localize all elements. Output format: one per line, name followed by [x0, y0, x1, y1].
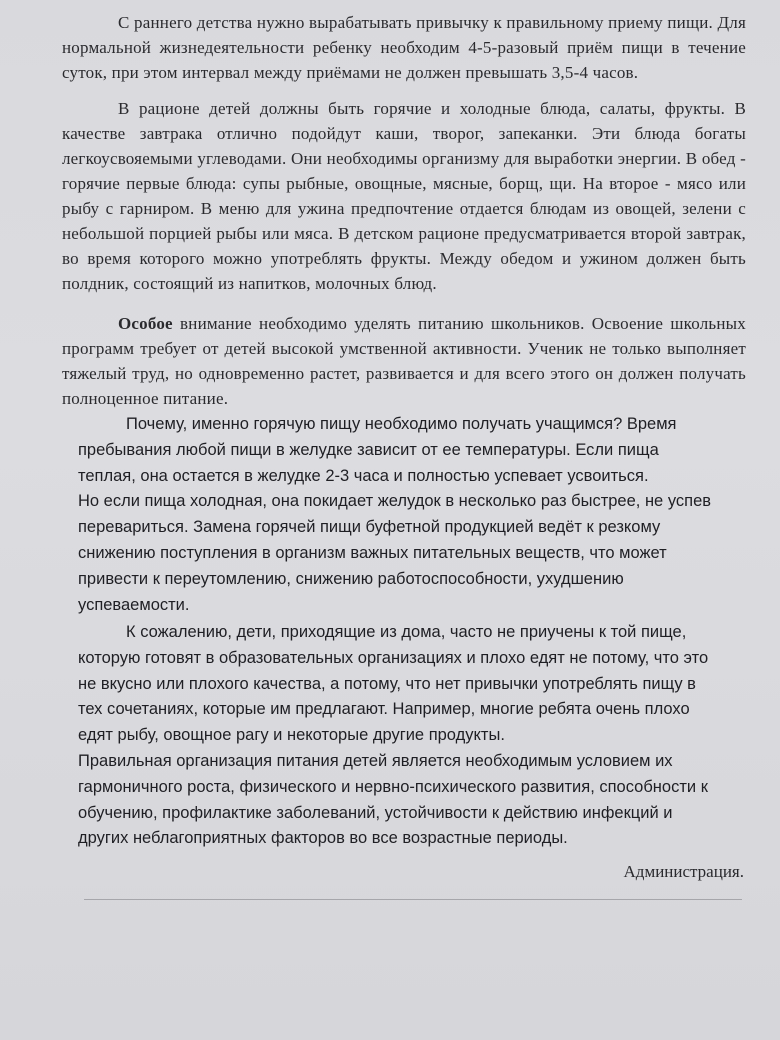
text-line: тех сочетаниях, которые им предлагают. Например, многие ребята очень плохо: [78, 700, 690, 719]
text-line: которую готовят в образовательных организациях и плохо едят не потому, что это: [78, 648, 709, 667]
text-line: привести к переутомлению, снижению работоспособности, ухудшению: [78, 569, 624, 588]
text-line: теплая, она остается в желудке 2-3 часа и полностью успевает усвоиться.: [78, 466, 649, 485]
text-line: других неблагоприятных факторов во все возрастные периоды.: [78, 829, 568, 848]
paragraph-text: С раннего детства нужно вырабатывать привычку к правильному приему пищи. Для нормальной жизнедеятельности ребенку необходим 4-5-разовый приём пищи в течение суток, при этом интервал между приёмами не должен превышать 3,5-4 часов.: [62, 13, 746, 82]
text-line: не вкусно или плохого качества, а потому, что нет привычки употреблять пищу в: [78, 674, 696, 693]
section-habits: [78, 620, 748, 852]
emphasis-word: Особое: [118, 314, 173, 333]
signature: Администрация.: [623, 862, 744, 881]
text-line: Правильная организация питания детей является необходимым условием их: [78, 751, 673, 770]
text-line: Но если пища холодная, она покидает желудок в несколько раз быстрее, не успев: [78, 492, 712, 511]
text-line: снижению поступления в организм важных питательных веществ, что может: [78, 543, 667, 562]
text-line: обучению, профилактике заболеваний, устойчивости к действию инфекций и: [78, 803, 673, 822]
text-line: перевариться. Замена горячей пищи буфетной продукцией ведёт к резкому: [78, 518, 661, 537]
paragraph-text: В рационе детей должны быть горячие и холодные блюда, салаты, фрукты. В качестве завтрака отлично подойдут каши, творог, запеканки. Эти блюда богаты легкоусвояемыми углеводами. Они необходимы организму для выработки энергии. В обед - горячие первые блюда: супы рыбные, овощные, мясные, борщ, щи. На второе - мясо или рыбу с гарниром. В меню для ужина предпочтение отдается блюдам из овощей, зелени с небольшой порцией рыбы или мяса. В детском рационе предусматривается второй завтрак, во время которого можно употреблять фрукты. Между обедом и ужином должен быть полдник, состоящий из напитков, молочных блюд.: [62, 99, 746, 293]
paragraph-rest: внимание необходимо уделять питанию школьников. Освоение школьных программ требует от детей высокой умственной активности. Ученик не только выполняет тяжелый труд, но одновременно растет, развивается и для всего этого он должен получать полноценное питание.: [62, 314, 746, 408]
text-line: успеваемости.: [78, 595, 190, 614]
text-line: К сожалению, дети, приходящие из дома, часто не приучены к той пище,: [126, 623, 687, 641]
section-hot-food: [78, 412, 748, 618]
divider-line: [84, 899, 742, 900]
text-line: гармоничного роста, физического и нервно-психического развития, способности к: [78, 777, 708, 796]
text-line: Почему, именно горячую пищу необходимо получать учащимся? Время: [126, 415, 677, 433]
text-line: едят рыбу, овощное рагу и некоторые другие продукты.: [78, 726, 505, 745]
paragraph-schoolchildren: [62, 311, 746, 411]
paragraph-text: [62, 311, 746, 411]
paragraph-diet: [62, 96, 746, 296]
paragraph-intro: [62, 10, 746, 85]
text-line: пребывания любой пищи в желудке зависит от ее температуры. Если пища: [78, 440, 659, 459]
